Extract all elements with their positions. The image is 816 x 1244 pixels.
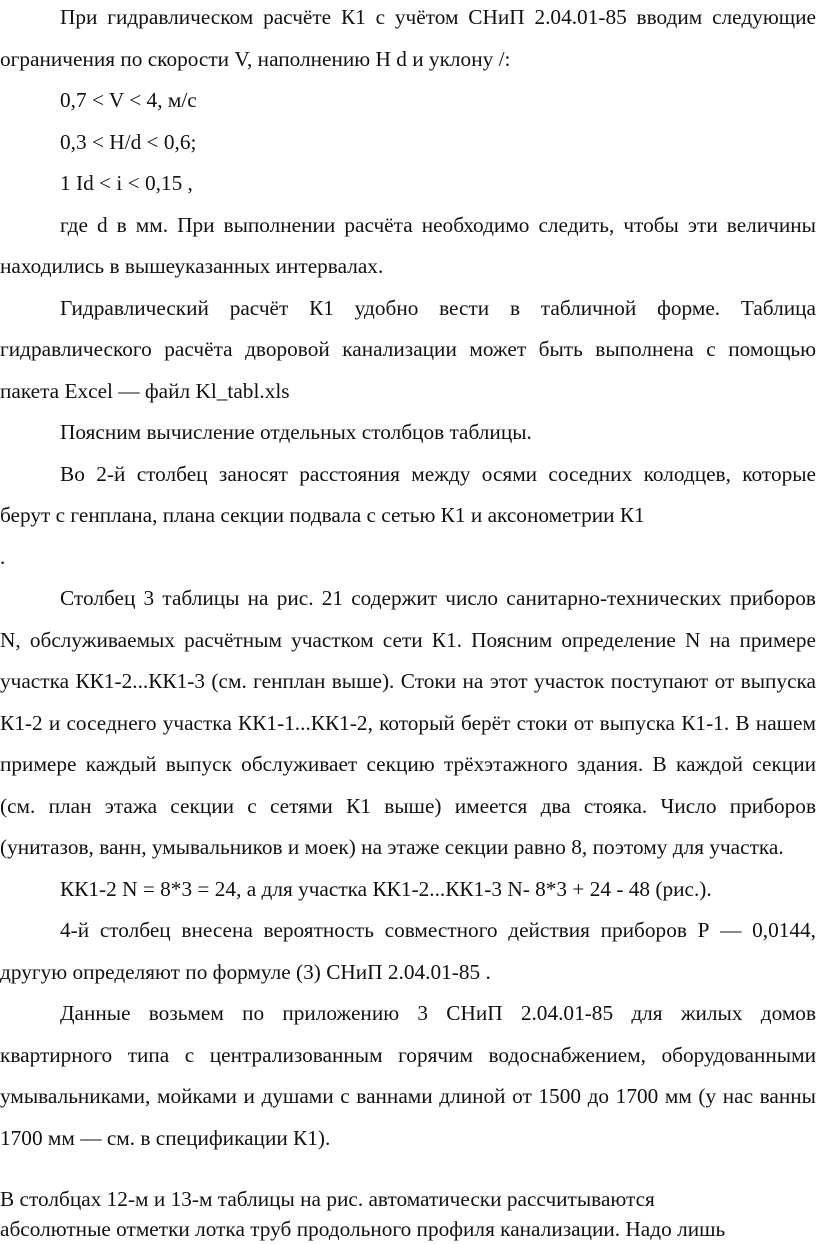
paragraph-stray-period: . — [0, 544, 6, 569]
paragraph-velocity-limit: 0,7 < V < 4, м/с — [60, 88, 197, 112]
paragraph-constraints-intro: При гидравлическом расчёте К1 с учётом СНиП 2.04.01-85 вводим следующие ограничения по скорости V, наполнению H d и уклону /: — [0, 5, 816, 71]
tail-line-2: абсолютные отметки лотка труб продольного профиля канализации. Надо лишь — [0, 1217, 726, 1241]
paragraph-column-4: 4-й столбец внесена вероятность совместного действия приборов Р — 0,0144, другую определяют по формуле (3) СНиП 2.04.01-85 . — [0, 918, 816, 984]
paragraph-device-count: КК1-2 N = 8*3 = 24, а для участка КК1-2...КК1-3 N- 8*3 + 24 - 48 (рис.). — [60, 876, 712, 901]
paragraph-columns-intro: Поясним вычисление отдельных столбцов таблицы. — [60, 420, 532, 444]
trailing-text — [0, 1184, 816, 1244]
paragraph-table-form: Гидравлический расчёт К1 удобно вести в табличной форме. Таблица гидравлического расчёта дворовой канализации может быть выполнена с помощью пакета Excel — файл Kl_tabl.xls — [0, 295, 816, 403]
paragraph-units-note: где d в мм. При выполнении расчёта необходимо следить, чтобы эти величины находились в вышеуказанных интервалах. — [0, 212, 816, 278]
paragraph-column-2: Во 2-й столбец заносят расстояния между осями соседних колодцев, которые берут с генплана, плана секции подвала с сетью К1 и аксонометрии К1 — [0, 461, 816, 527]
paragraph-appendix-data: Данные возьмем по приложению 3 СНиП 2.04.01-85 для жилых домов квартирного типа с централизованным горячим водоснабжением, оборудованными умывальниками, мойками и душами с ваннами длиной от 1500 до 1700 мм (у нас ванны 1700 мм — см. в спецификации К1). — [0, 1001, 816, 1150]
tail-line-1: В столбцах 12-м и 13-м таблицы на рис. автоматически рассчитываются — [0, 1187, 655, 1211]
paragraph-filling-limit: 0,3 < H/d < 0,6; — [60, 129, 197, 154]
paragraph-slope-limit: 1 Id < i < 0,15 , — [60, 171, 193, 195]
paragraph-column-3: Столбец 3 таблицы на рис. 21 содержит число санитарно-технических приборов N, обслуживаемых расчётным участком сети К1. Поясним определение N на примере участка КК1-2...КК1-3 (см. генплан выше). Стоки на этот участок поступают от выпуска К1-2 и соседнего участка КК1-1...КК1-2, который берёт стоки от выпуска К1-1. В нашем примере каждый выпуск обслуживает секцию трёхэтажного здания. В каждой секции (см. план этажа секции с сетями К1 выше) имеется два стояка. Число приборов (унитазов, ванн, умывальников и моек) на этаже секции равно 8, поэтому для участка. — [0, 586, 816, 859]
